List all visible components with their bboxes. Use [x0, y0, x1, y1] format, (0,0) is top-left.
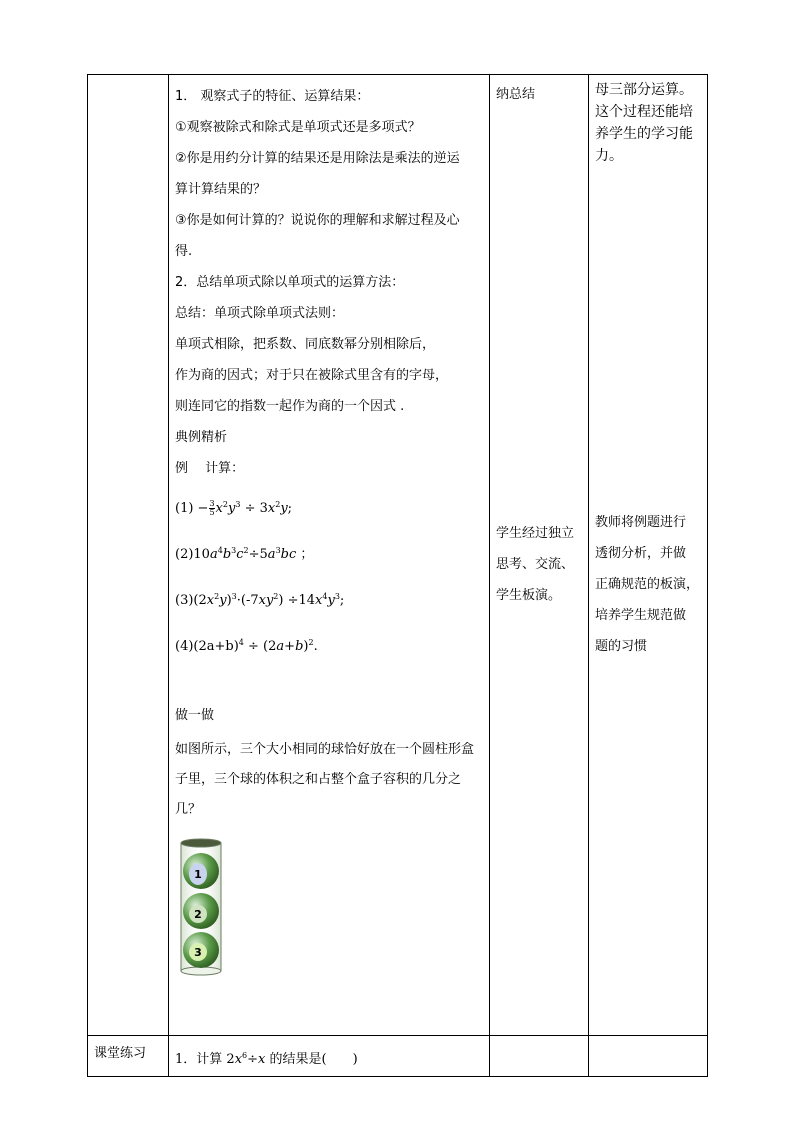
student-mid-line: 学生板演。 — [496, 588, 562, 603]
example-4: $(4)(2a+b)^4 \div (2a+b)^2$. — [175, 638, 318, 654]
intent-mid-line: 教师将例题进行 — [595, 515, 687, 530]
text-line: 2．总结单项式除以单项式的运算方法： — [175, 275, 405, 290]
intent-top-line: 母三部分运算。 — [595, 82, 693, 98]
example-heading: 例 计算： — [175, 461, 245, 476]
text-line: 则连同它的指数一起作为商的一个因式 . — [175, 399, 405, 414]
text-line: 算计算结果的？ — [175, 182, 267, 197]
example-3: $(3)(2x^2y)^3\cdot(-7xy^2) \div 14x^4y^3$; — [175, 592, 345, 608]
table-row — [88, 1036, 708, 1077]
intent-top-line: 这个过程还能培 — [595, 104, 693, 120]
ball-label: 1 — [194, 868, 202, 881]
student-mid-line: 思考、交流、 — [496, 557, 575, 572]
example-1: (1) − $\frac{3}{5}$ $x^2y^3 \div 3x^2y$; — [175, 499, 293, 517]
text-line: 1． 观察式子的特征、运算结果： — [175, 89, 370, 104]
text-line: ①观察被除式和除式是单项式还是多项式？ — [175, 120, 421, 135]
example-2: $(2)10a^4b^3c^2\div 5a^3bc$ ； — [175, 546, 314, 562]
table-row — [88, 75, 708, 1036]
text-line: 总结：单项式除单项式法则： — [175, 306, 345, 321]
label-cell-empty — [88, 75, 169, 1036]
content-cell — [169, 75, 490, 1036]
cylinder-bottom — [181, 967, 221, 975]
text-line: 得. — [175, 244, 193, 259]
student-activity-cell — [490, 75, 589, 1036]
ball-label: 3 — [194, 946, 202, 959]
label-cell — [88, 1036, 169, 1077]
lesson-table — [87, 74, 708, 1077]
content-cell — [169, 1036, 490, 1077]
text-line: 单项式相除，把系数、同底数幂分别相除后， — [175, 337, 436, 352]
text-line: ③你是如何计算的？说说你的理解和求解过程及心 — [175, 213, 460, 228]
intent-mid-line: 透彻分析，并做 — [595, 546, 687, 561]
section-heading: 典例精析 — [175, 430, 228, 445]
student-mid-line: 学生经过独立 — [496, 526, 575, 541]
try-title: 做一做 — [175, 708, 215, 723]
intent-top-line: 养学生的学习能 — [595, 126, 693, 142]
intent-mid-line: 题的习惯 — [595, 639, 648, 654]
intent-mid-line: 培养学生规范做 — [595, 608, 687, 623]
intent-mid-line: 正确规范的板演， — [595, 577, 700, 592]
empty-cell — [589, 1036, 708, 1077]
empty-cell — [490, 1036, 589, 1077]
text-line: 作为商的因式；对于只在被除式里含有的字母， — [175, 368, 449, 383]
intent-top-line: 力。 — [595, 148, 623, 164]
try-text: 如图所示，三个大小相同的球恰好放在一个圆柱形盒子里，三个球的体积之和占整个盒子容积的几分之几？ — [175, 742, 475, 817]
text-line: ②你是用约分计算的结果还是用除法是乘法的逆运 — [175, 151, 460, 166]
design-intent-cell — [589, 75, 708, 1036]
cylinder-figure — [177, 837, 237, 987]
fraction: $\frac{3}{5}$ — [209, 499, 215, 517]
row-label: 课堂练习 — [94, 1046, 147, 1061]
practice-question-1: 1．计算 $2x^6\div x$ 的结果是( ) — [175, 1051, 358, 1067]
student-top-text: 纳总结 — [496, 87, 536, 102]
cylinder-top — [181, 839, 221, 847]
ball-label: 2 — [194, 908, 202, 921]
